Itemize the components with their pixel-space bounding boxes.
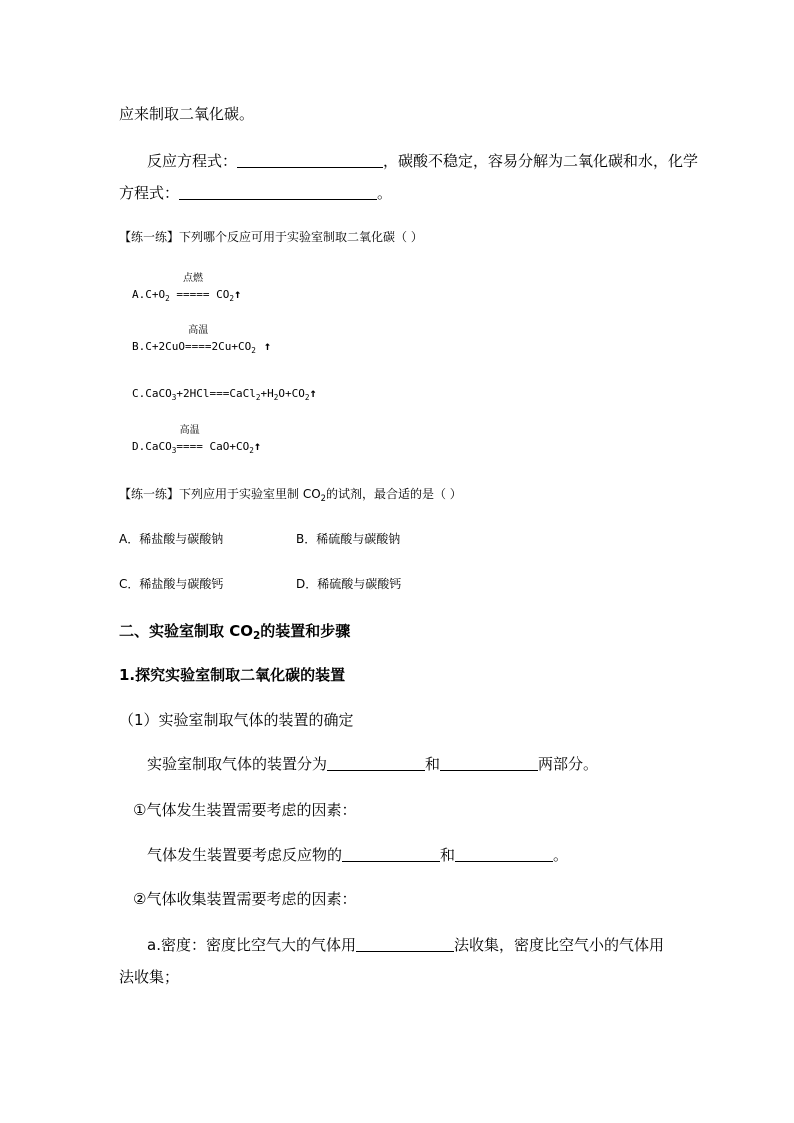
- option-equation-d: D.CaCO$_3$ 高温 ==== $CaO+CO_2↑$: [132, 425, 262, 455]
- reaction-equation-line: [147, 150, 698, 171]
- option-equation-a: $A.C+O_2$ 点燃 ===== $CO_2↑$: [132, 273, 242, 303]
- period: 。: [377, 184, 393, 202]
- option-a: A．稀盐酸与碳酸钠: [119, 532, 224, 546]
- collector-factors-heading: ②气体收集装置需要考虑的因素：: [133, 890, 357, 908]
- subsection-heading-1-1: （1）实验室制取气体的装置的确定: [119, 711, 354, 729]
- gas-arrow-icon: ↑: [263, 339, 272, 353]
- option-c: C．稀盐酸与碳酸钙: [119, 577, 224, 591]
- chemical-equation-line: [119, 182, 392, 203]
- subsection-heading-1: 1.探究实验室制取二氧化碳的装置: [119, 666, 346, 684]
- answer-blank-3[interactable]: [327, 755, 425, 771]
- generator-factors-heading: ①气体发生装置需要考虑的因素：: [133, 801, 357, 819]
- gas-arrow-icon: ↑: [253, 439, 262, 453]
- option-equation-b: B.C+2CuO 高温 $====2Cu+CO_2$ ↑: [132, 325, 272, 355]
- gas-arrow-icon: ↑: [309, 386, 317, 400]
- answer-blank-1[interactable]: [237, 152, 383, 168]
- answer-blank-5[interactable]: [342, 846, 440, 862]
- option-equation-c: $C.CaCO_3+2HCl===CaCl_2+H_2O+CO_2↑$: [132, 386, 317, 402]
- text-line-1: 应来制取二氧化碳。: [119, 105, 255, 123]
- practice-question-1: 【练一练】下列哪个反应可用于实验室制取二氧化碳（ ）: [119, 230, 423, 244]
- section-heading-2: 二、实验室制取 $CO_2$的装置和步骤: [119, 622, 351, 642]
- density-line-end: 法收集；: [119, 968, 180, 986]
- practice-question-2: 【练一练】下列应用于实验室里制 $CO_2$的试剂，最合适的是（ ）: [119, 487, 462, 503]
- label-reaction-equation: 反应方程式：: [147, 152, 238, 170]
- density-line: a.密度：密度比空气大的气体用 法收集，密度比空气小的气体用: [147, 936, 664, 954]
- condition-ignite: 点燃 =====: [176, 273, 210, 301]
- label-chemical-equation: 方程式：: [119, 184, 180, 202]
- answer-blank-7[interactable]: [356, 936, 454, 952]
- answer-blank-6[interactable]: [455, 846, 553, 862]
- answer-blank-2[interactable]: [179, 184, 377, 200]
- condition-high-temp: 高温 ====: [176, 425, 203, 453]
- option-d: D．稀硫酸与碳酸钙: [296, 577, 402, 591]
- apparatus-parts-line: 实验室制取气体的装置分为 和 两部分。: [147, 755, 599, 773]
- condition-high-temp: 高温 ====: [184, 325, 212, 353]
- text-carbonic-acid: ，碳酸不稳定，容易分解为二氧化碳和水，化学: [383, 152, 699, 170]
- gas-arrow-icon: ↑: [234, 287, 242, 301]
- generator-factors-line: 气体发生装置要考虑反应物的 和 。: [147, 846, 569, 864]
- option-b: B．稀硫酸与碳酸钠: [296, 532, 401, 546]
- answer-blank-4[interactable]: [440, 755, 538, 771]
